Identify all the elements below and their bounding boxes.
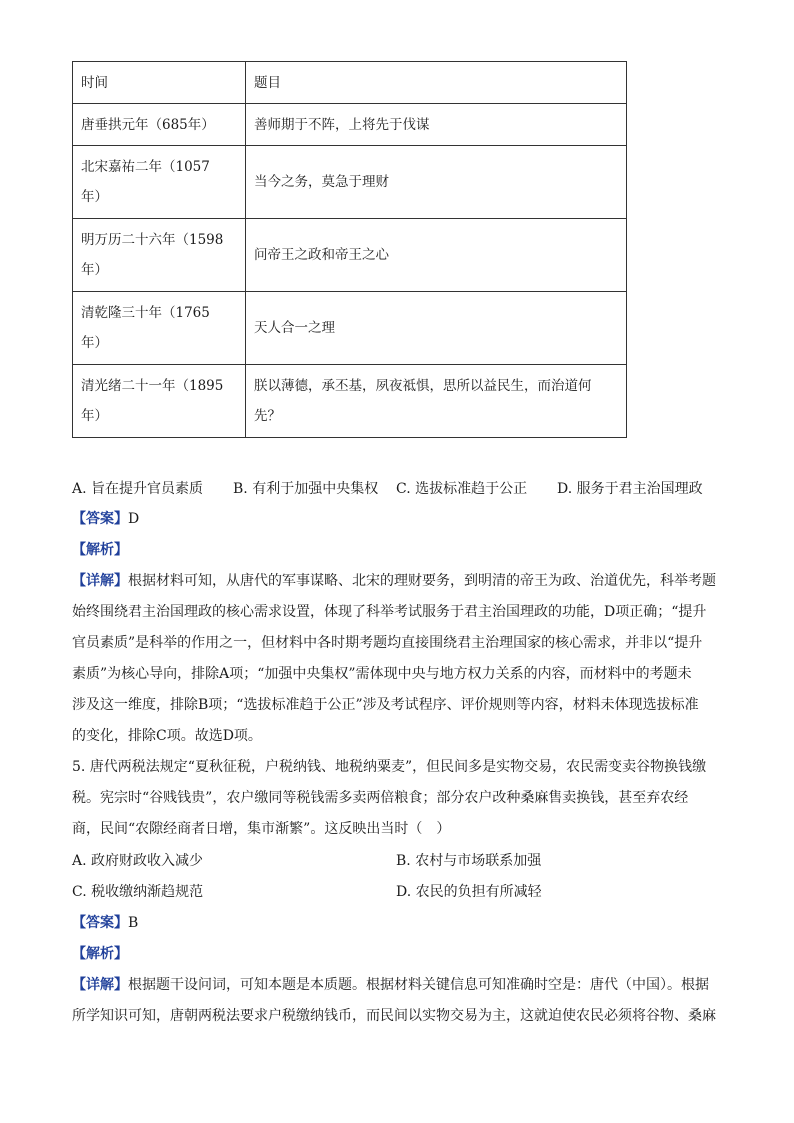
table-row: [73, 365, 627, 438]
q5-option-b: B. 农村与市场联系加强: [396, 853, 542, 869]
topic-cell: [246, 104, 627, 146]
detail-label: 【详解】: [72, 573, 128, 589]
q5-answer: [72, 913, 722, 933]
q5-analysis-label: [72, 944, 722, 964]
q5-option-c: C. 税收缴纳渐趋规范: [72, 884, 204, 900]
q5-stem-line: 税。宪宗时“谷贱钱贵”，农户缴同等税钱需多卖两倍粮食；部分农户改种桑麻售卖换钱，甚至弃农经: [72, 790, 689, 806]
time-line-1: 清光绪二十一年（1895: [81, 378, 224, 394]
detail-text: 根据题干设问词，可知本题是本质题。根据材料关键信息可知准确时空是：唐代（中国）。根据: [128, 977, 709, 993]
time-line-1: 唐垂拱元年（685年）: [81, 116, 215, 133]
q5-option-d: D. 农民的负担有所减轻: [396, 884, 542, 900]
q5-detail-line: 所学知识可知，唐朝两税法要求户税缴纳钱币，而民间以实物交易为主，这就迫使农民必须将谷物、桑麻: [72, 1008, 716, 1024]
q4-detail-line: 素质”为核心导向，排除A项；“加强中央集权”需体现中央与地方权力关系的内容，而材料中的考题未: [72, 666, 692, 682]
time-line-2: 年）: [81, 189, 108, 205]
q4-detail-line: 官员素质”是科举的作用之一，但材料中各时期考题均直接围绕君主治理国家的核心需求，并非以“提升: [72, 635, 703, 651]
topic-line-1: 朕以薄德，承丕基，夙夜祗惧，思所以益民生，而治道何: [254, 378, 592, 394]
table-row: [73, 219, 627, 292]
q4-option-c: C. 选拔标准趋于公正: [396, 481, 528, 497]
q4-analysis-label: [72, 540, 722, 560]
time-cell: [73, 146, 246, 219]
q4-option-a: A. 旨在提升官员素质: [72, 481, 204, 497]
header-topic-cell: 题目: [246, 62, 627, 104]
q4-answer: [72, 509, 722, 529]
q4-detail-line: 始终围绕君主治国理政的核心需求设置，体现了科举考试服务于君主治国理政的功能，D项正确；“提升: [72, 604, 707, 620]
time-cell: [73, 365, 246, 438]
time-line-1: 北宋嘉祐二年（1057: [81, 159, 210, 175]
time-cell: [73, 292, 246, 365]
answer-label: 【答案】: [72, 511, 128, 527]
analysis-label: 【解析】: [72, 946, 128, 962]
q4-option-b: B. 有利于加强中央集权: [233, 481, 379, 497]
topic-cell: [246, 219, 627, 292]
topic-cell: [246, 292, 627, 365]
detail-text: 根据材料可知，从唐代的军事谋略、北宋的理财要务，到明清的帝王为政、治道优先，科举考题: [128, 573, 716, 589]
topic-line-2: 先？: [254, 408, 281, 424]
table-row: [73, 104, 627, 146]
topic-line-1: 当今之务，莫急于理财: [254, 174, 389, 190]
time-line-2: 年）: [81, 335, 108, 351]
time-cell: [73, 104, 246, 146]
topic-cell: [246, 365, 627, 438]
time-line-2: 年）: [81, 408, 108, 424]
exam-topic-table: [72, 61, 627, 438]
answer-value: D: [128, 511, 140, 527]
table-header-row: [73, 62, 627, 104]
table-row: [73, 292, 627, 365]
time-line-2: 年）: [81, 262, 108, 278]
q5-stem-line: 商，民间“农隙经商者日增，集市渐繁”。这反映出当时（ ）: [72, 821, 451, 837]
time-line-1: 清乾隆三十年（1765: [81, 305, 210, 321]
analysis-label: 【解析】: [72, 542, 128, 558]
topic-cell: [246, 146, 627, 219]
time-line-1: 明万历二十六年（1598: [81, 232, 224, 248]
q4-option-d: D. 服务于君主治国理政: [557, 481, 703, 497]
detail-label: 【详解】: [72, 977, 128, 993]
q5-detail-line: [72, 975, 722, 995]
q4-detail-line: 的变化，排除C项。故选D项。: [72, 728, 262, 744]
answer-label: 【答案】: [72, 915, 128, 931]
q5-stem-line: 5. 唐代两税法规定“夏秋征税，户税纳钱、地税纳粟麦”，但民间多是实物交易，农民需变卖谷物换钱缴: [72, 759, 707, 775]
table-row: [73, 146, 627, 219]
time-cell: [73, 219, 246, 292]
answer-value: B: [128, 915, 139, 931]
q4-detail-line: 涉及这一维度，排除B项；“选拔标准趋于公正”涉及考试程序、评价规则等内容，材料未体现选拔标准: [72, 697, 699, 713]
q4-detail-line: [72, 571, 722, 591]
q5-option-a: A. 政府财政收入减少: [72, 853, 204, 869]
header-time-cell: 时间: [73, 62, 246, 104]
topic-line-1: 善师期于不阵，上将先于伐谋: [254, 116, 430, 133]
topic-line-1: 天人合一之理: [254, 320, 335, 336]
topic-line-1: 问帝王之政和帝王之心: [254, 247, 389, 263]
